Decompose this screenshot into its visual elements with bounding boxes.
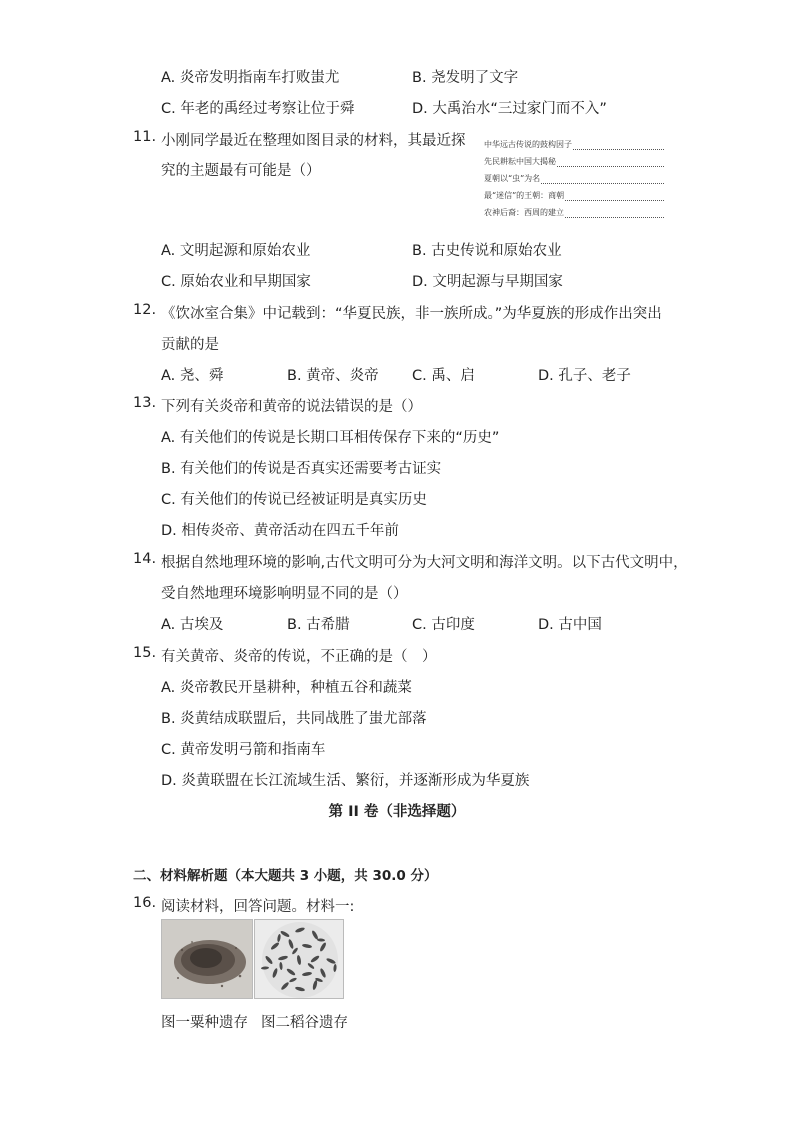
toc-item: 中华远古传说的鼓构因子 <box>484 133 664 150</box>
question-text: 根据自然地理环境的影响,古代文明可分为大河文明和海洋文明。以下古代文明中， <box>161 555 688 571</box>
toc-item: 先民耕耘中国大揭秘 <box>484 150 664 167</box>
option-b: B. 黄帝、炎帝 <box>287 368 379 384</box>
option-a: A. 尧、舜 <box>161 368 224 384</box>
figure-caption: 图二稻谷遗存 <box>261 1015 348 1031</box>
question-number: 11. <box>133 129 157 145</box>
section-heading: 二、材料解析题（本大题共 3 小题，共 30.0 分） <box>133 868 438 884</box>
option-a: A. 有关他们的传说是长期口耳相传保存下来的“历史” <box>161 430 500 446</box>
option-d: D. 孔子、老子 <box>538 368 631 384</box>
option-a: A. 炎帝发明指南车打败蚩尤 <box>161 70 340 86</box>
option-c: C. 黄帝发明弓箭和指南车 <box>161 742 326 758</box>
question-text: 贡献的是 <box>161 337 219 353</box>
option-c: C. 原始农业和早期国家 <box>161 274 311 290</box>
question-number: 14. <box>133 551 157 567</box>
option-b: B. 尧发明了文字 <box>412 70 519 86</box>
option-c: C. 年老的禹经过考察让位于舜 <box>161 101 355 117</box>
toc-item: 夏朝以“虫”为名 <box>484 167 664 184</box>
table-of-contents-image <box>484 133 664 218</box>
question-number: 16. <box>133 895 157 911</box>
question-text: 小刚同学最近在整理如图目录的材料，其最近探 <box>161 133 466 149</box>
option-d: D. 文明起源与早期国家 <box>412 274 563 290</box>
millet-remains-photo <box>161 919 253 999</box>
toc-item: 农神后裔：西周的建立 <box>484 201 664 218</box>
toc-item: 最“迷信”的王朝：商朝 <box>484 184 664 201</box>
question-text: 受自然地理环境影响明显不同的是（） <box>161 586 408 602</box>
question-text: 究的主题最有可能是（） <box>161 163 321 179</box>
option-d: D. 炎黄联盟在长江流域生活、繁衍，并逐渐形成为华夏族 <box>161 773 530 789</box>
figure-caption: 图一粟种遗存 <box>161 1015 248 1031</box>
option-b: B. 古希腊 <box>287 617 350 633</box>
part-title: 第 II 卷（非选择题） <box>328 804 466 820</box>
option-c: C. 古印度 <box>412 617 475 633</box>
option-c: C. 有关他们的传说已经被证明是真实历史 <box>161 492 427 508</box>
option-d: D. 古中国 <box>538 617 602 633</box>
question-text: 《饮冰室合集》中记载到：“华夏民族，非一族所成。”为华夏族的形成作出突出 <box>161 306 662 322</box>
option-d: D. 大禹治水“三过家门而不入” <box>412 101 607 117</box>
option-c: C. 禹、启 <box>412 368 475 384</box>
rice-remains-photo <box>254 919 344 999</box>
question-number: 12. <box>133 302 157 318</box>
option-a: A. 古埃及 <box>161 617 224 633</box>
question-text: 有关黄帝、炎帝的传说，不正确的是（ ） <box>161 649 437 665</box>
option-b: B. 有关他们的传说是否真实还需要考古证实 <box>161 461 442 477</box>
question-text: 阅读材料，回答问题。材料一: <box>161 899 355 915</box>
option-b: B. 炎黄结成联盟后，共同战胜了蚩尤部落 <box>161 711 427 727</box>
option-d: D. 相传炎帝、黄帝活动在四五千年前 <box>161 523 399 539</box>
question-number: 13. <box>133 395 157 411</box>
question-number: 15. <box>133 645 157 661</box>
option-a: A. 炎帝教民开垦耕种，种植五谷和蔬菜 <box>161 680 412 696</box>
question-text: 下列有关炎帝和黄帝的说法错误的是（） <box>161 399 422 415</box>
option-a: A. 文明起源和原始农业 <box>161 243 311 259</box>
option-b: B. 古史传说和原始农业 <box>412 243 562 259</box>
